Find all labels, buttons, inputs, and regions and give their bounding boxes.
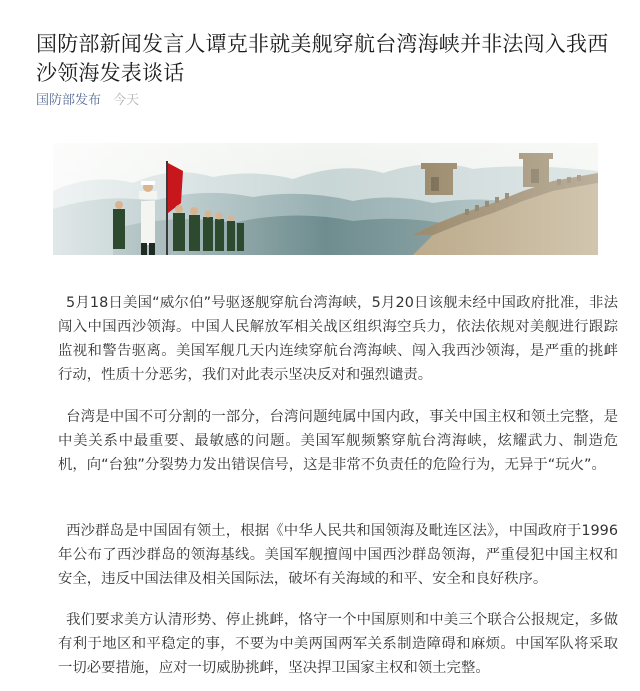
paragraph-text: 我们要求美方认清形势、停止挑衅，恪守一个中国原则和中美三个联合公报规定，多做有利于地区和平稳定的事，不要为中美两国两军关系制造障碍和麻烦。中国军队将采取一切必要措施，应对一切威胁挑衅，坚决捍卫国家主权和领土完整。 <box>58 612 618 676</box>
paragraph-text: 西沙群岛是中国固有领土，根据《中华人民共和国领海及毗连区法》，中国政府于1996年公布了西沙群岛的领海基线。美国军舰擅闯中国西沙群岛领海，严重侵犯中国主权和安全，违反中国法律及相关国际法，破坏有关海域的和平、安全和良好秩序。 <box>58 523 618 587</box>
article-paragraph <box>58 291 618 387</box>
article-paragraph <box>58 608 618 680</box>
article-meta <box>36 92 139 110</box>
publish-time: 今天 <box>113 93 140 108</box>
article-paragraph <box>58 405 618 477</box>
source-link[interactable]: 国防部发布 <box>36 93 102 108</box>
paragraph-text: 5月18日美国“威尔伯”号驱逐舰穿航台湾海峡，5月20日该舰未经中国政府批准，非法闯入中国西沙领海。中国人民解放军相关战区组织海空兵力，依法依规对美舰进行跟踪监视和警告驱离。美国军舰几天内连续穿航台湾海峡、闯入我西沙领海，是严重的挑衅行动，性质十分恶劣，我们对此表示坚决反对和强烈谴责。 <box>58 295 618 383</box>
banner-image <box>53 143 598 255</box>
paragraph-text: 台湾是中国不可分割的一部分，台湾问题纯属中国内政，事关中国主权和领土完整，是中美关系中最重要、最敏感的问题。美国军舰频繁穿航台湾海峡，炫耀武力、制造危机，向“台独”分裂势力发出错误信号，这是非常不负责任的危险行为，无异于“玩火”。 <box>58 409 618 473</box>
article-paragraph <box>58 519 618 591</box>
article-title: 国防部新闻发言人谭克非就美舰穿航台湾海峡并非法闯入我西沙领海发表谈话 <box>36 32 609 85</box>
